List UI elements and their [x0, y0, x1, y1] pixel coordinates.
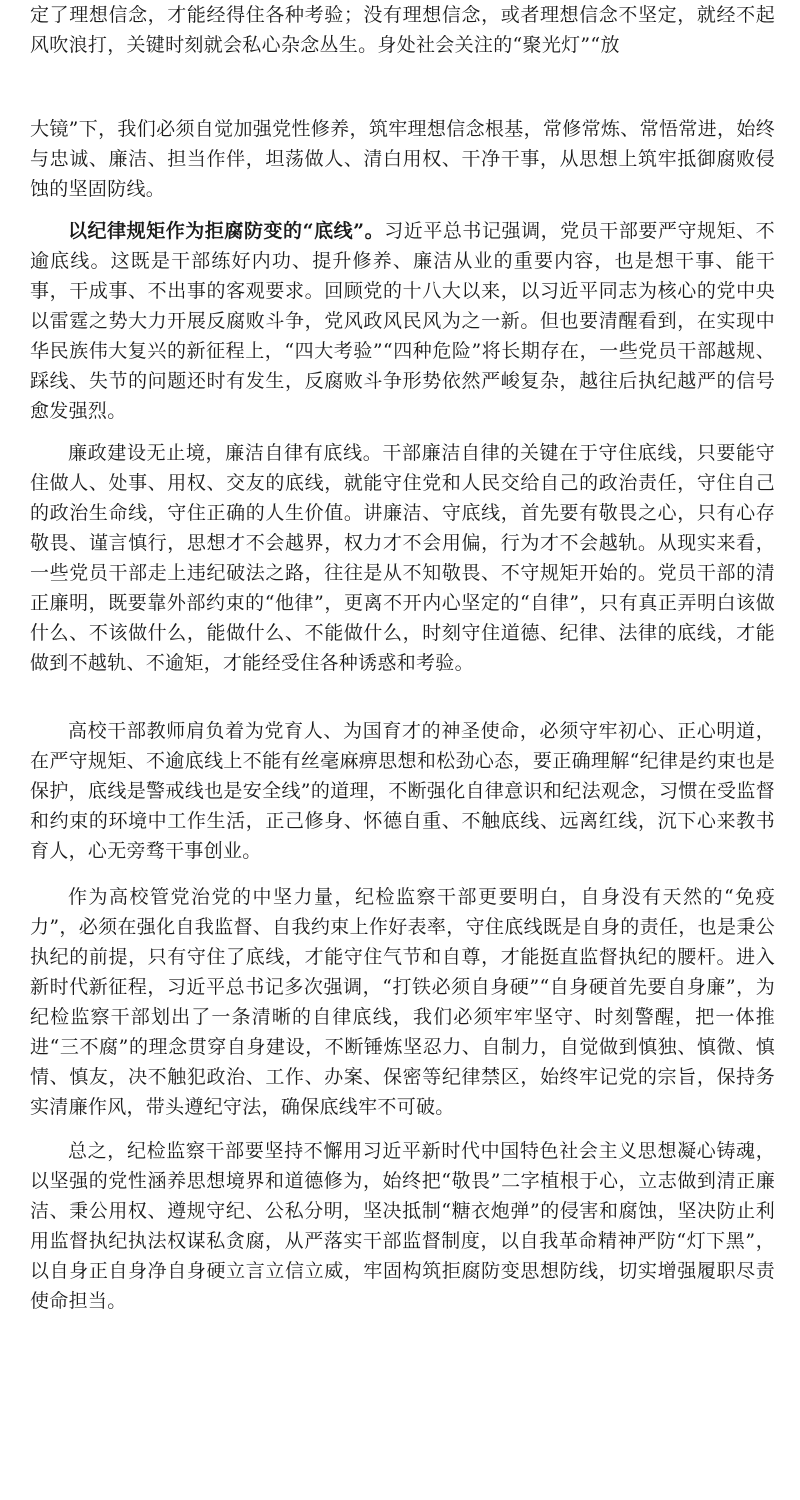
section-body: 习近平总书记强调，党员干部要严守规矩、不逾底线。这既是干部练好内功、提升修养、廉洁从业的重要内容，也是想干事、能干事，干成事、不出事的客观要求。回顾党的十八大以来，以习近平同志为核心的党中央以雷霆之势大力开展反腐败斗争，党风政风民风为之一新。但也要清醒看到，在实现中华民族伟大复兴的新征程上，“四大考验”“四种危险”将长期存在，一些党员干部越规、踩线、失节的问题还时有发生，反腐败斗争形势依然严峻复杂，越往后执纪越严的信号愈发强烈。: [30, 220, 775, 422]
continuation-paragraph: [30, 114, 775, 204]
paragraph-text: 作为高校管党治党的中坚力量，纪检监察干部更要明白，自身没有天然的“免疫力”，必须在强化自我监督、自我约束上作好表率，守住底线既是自身的责任，也是秉公执纪的前提，只有守住了底线，才能守住气节和自尊，才能挺直监督执纪的腰杆。进入新时代新征程，习近平总书记多次强调，“打铁必须自身硬”“自身硬首先要自身廉”，为纪检监察干部划出了一条清晰的自律底线，我们必须牢牢坚守、时刻警醒，把一体推进“三不腐”的理念贯穿自身建设，不断锤炼坚忍力、自制力，自觉做到慎独、慎微、慎情、慎友，决不触犯政治、工作、办案、保密等纪律禁区，始终牢记党的宗旨，保持务实清廉作风，带头遵纪守法，确保底线牢不可破。: [30, 886, 775, 1118]
paragraph-2: [30, 716, 775, 866]
section-heading: 以纪律规矩作为拒腐防变的“底线”。: [68, 220, 385, 242]
paragraph-text: 高校干部教师肩负着为党育人、为国育才的神圣使命，必须守牢初心、正心明道，在严守规矩、不逾底线上不能有丝毫麻痹思想和松劲心态，要正确理解“纪律是约束也是保护，底线是警戒线也是安全线”的道理，不断强化自律意识和纪法观念，习惯在受监督和约束的环境中工作生活，正己修身、怀德自重、不触底线、远离红线，沉下心来教书育人，心无旁骛干事创业。: [30, 720, 775, 862]
section-text: [30, 216, 775, 426]
section-paragraph: [30, 216, 775, 426]
paragraph-text: 总之，纪检监察干部要坚持不懈用习近平新时代中国特色社会主义思想凝心铸魂，以坚强的党性涵养思想境界和道德修为，始终把“敬畏”二字植根于心，立志做到清正廉洁、秉公用权、遵规守纪、公私分明，坚决抵制“糖衣炮弹”的侵害和腐蚀，坚决防止利用监督执纪执法权谋私贪腐，从严落实干部监督制度，以自我革命精神严防“灯下黑”，以自身正自身净自身硬立言立信立威，牢固构筑拒腐防变思想防线，切实增强履职尽责使命担当。: [30, 1140, 775, 1312]
top-fragment-text: 定了理想信念，才能经得住各种考验；没有理想信念，或者理想信念不坚定，就经不起风吹浪打，关键时刻就会私心杂念丛生。身处社会关注的“聚光灯”“放: [30, 4, 775, 56]
paragraph-3: [30, 882, 775, 1122]
paragraph-1: [30, 438, 775, 678]
continuation-text: 大镜”下，我们必须自觉加强党性修养，筑牢理想信念根基，常修常炼、常悟常进，始终与忠诚、廉洁、担当作伴，坦荡做人、清白用权、干净干事，从思想上筑牢抵御腐败侵蚀的坚固防线。: [30, 118, 775, 200]
top-fragment: [30, 0, 775, 60]
paragraph-4: [30, 1136, 775, 1316]
paragraph-text: 廉政建设无止境，廉洁自律有底线。干部廉洁自律的关键在于守住底线，只要能守住做人、处事、用权、交友的底线，就能守住党和人民交给自己的政治责任，守住自己的政治生命线，守住正确的人生价值。讲廉洁、守底线，首先要有敬畏之心，只有心存敬畏、谨言慎行，思想才不会越界，权力才不会用偏，行为才不会越轨。从现实来看，一些党员干部走上违纪破法之路，往往是从不知敬畏、不守规矩开始的。党员干部的清正廉明，既要靠外部约束的“他律”，更离不开内心坚定的“自律”，只有真正弄明白该做什么、不该做什么，能做什么、不能做什么，时刻守住道德、纪律、法律的底线，才能做到不越轨、不逾矩，才能经受住各种诱惑和考验。: [30, 442, 775, 674]
